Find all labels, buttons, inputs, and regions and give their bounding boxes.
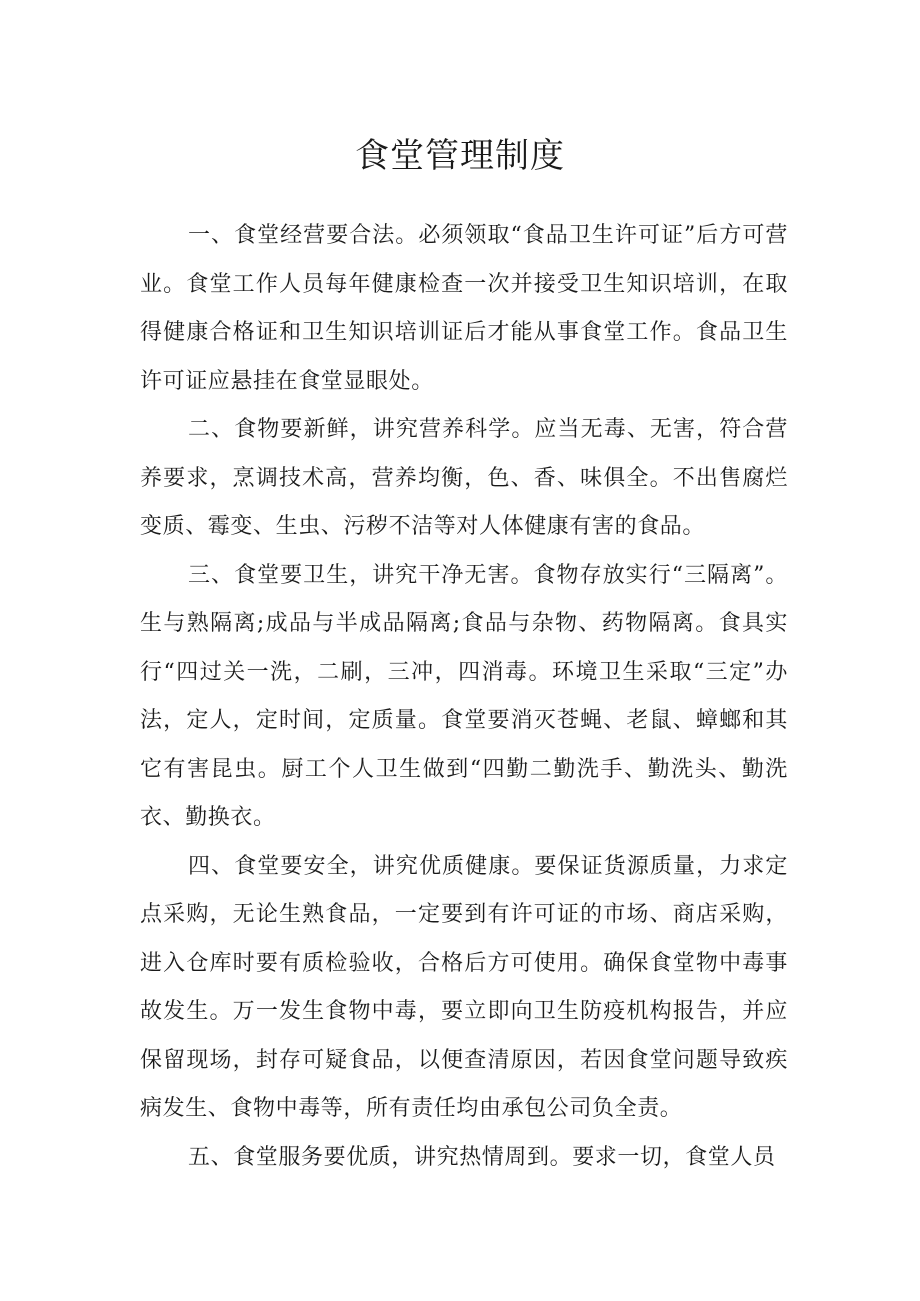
paragraph-2: 二、食物要新鲜，讲究营养科学。应当无毒、无害，符合营养要求，烹调技术高，营养均衡，色、香、味俱全。不出售腐烂变质、霉变、生虫、污秽不洁等对人体健康有害的食品。: [140, 417, 788, 539]
document-body: [140, 212, 788, 1182]
paragraph-3: 三、食堂要卫生，讲究干净无害。食物存放实行“三隔离”。生与熟隔离;成品与半成品隔离;食品与杂物、药物隔离。食具实行“四过关一洗，二刷，三冲，四消毒。环境卫生采取“三定”办法，定人，定时间，定质量。食堂要消灭苍蝇、老鼠、蟑螂和其它有害昆虫。厨工个人卫生做到“四勤二勤洗手、勤洗头、勤洗衣、勤换衣。: [140, 562, 788, 830]
document-title: 食堂管理制度: [355, 136, 565, 176]
paragraph-5: 五、食堂服务要优质，讲究热情周到。要求一切，食堂人员: [188, 1144, 776, 1170]
paragraph-4: 四、食堂要安全，讲究优质健康。要保证货源质量，力求定点采购，无论生熟食品，一定要到有许可证的市场、商店采购，进入仓库时要有质检验收，合格后方可使用。确保食堂物中毒事故发生。万一发生食物中毒，要立即向卫生防疫机构报告，并应保留现场，封存可疑食品，以便查清原因，若因食堂问题导致疾病发生、食物中毒等，所有责任均由承包公司负全责。: [140, 853, 788, 1121]
paragraph-1: 一、食堂经营要合法。必须领取“食品卫生许可证”后方可营业。食堂工作人员每年健康检查一次并接受卫生知识培训，在取得健康合格证和卫生知识培训证后才能从事食堂工作。食品卫生许可证应悬挂在食堂显眼处。: [140, 223, 788, 394]
